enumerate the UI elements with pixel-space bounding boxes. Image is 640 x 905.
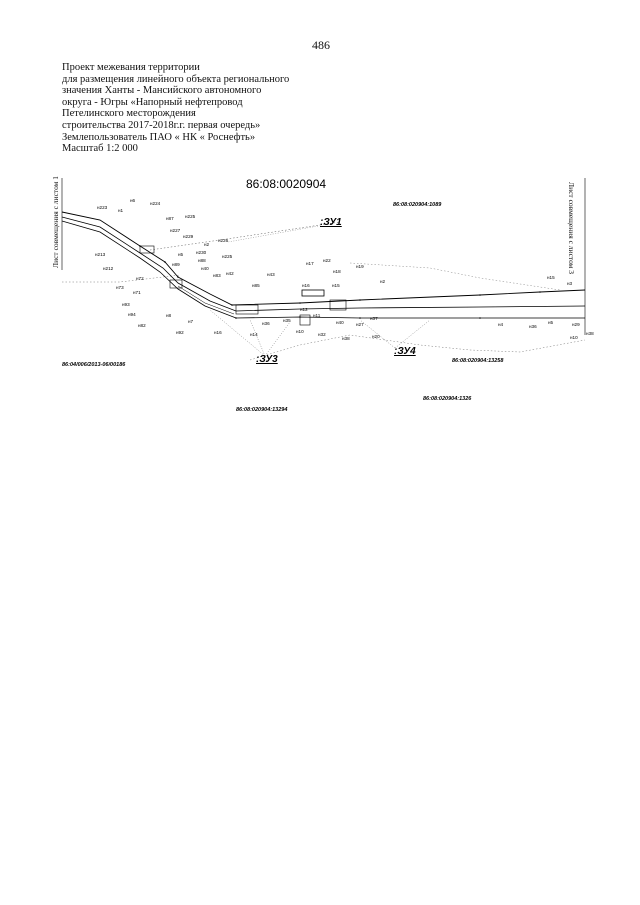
svg-text:н5: н5 [548,320,554,325]
title-line: Землепользователь ПАО « НК « Роснефть» [62,131,256,143]
point-labels-lower [166,307,594,341]
svg-text:н27: н27 [356,322,364,327]
svg-text:н223: н223 [97,205,108,210]
cadastral-map [0,170,640,430]
zone-label-zu3: :ЗУ3 [256,354,278,365]
svg-text:н94: н94 [128,312,136,317]
svg-text:н93: н93 [122,302,130,307]
svg-text:н88: н88 [198,258,206,263]
svg-text:н85: н85 [252,283,260,288]
zone-label-zu1: :ЗУ1 [320,217,342,228]
svg-text:н5: н5 [178,252,184,257]
svg-text:н92: н92 [176,330,184,335]
structure-box [300,315,310,325]
svg-text:н226: н226 [218,238,229,243]
parcel-label: 86:08:020904:13294 [236,407,288,413]
svg-text:н83: н83 [213,273,221,278]
svg-text:н227: н227 [170,228,181,233]
leader-line [395,320,430,348]
parcel-boundary-dotted [350,263,560,290]
parcel-label: 86:08:020904:1326 [423,396,472,402]
svg-text:н1: н1 [118,208,124,213]
svg-text:н4: н4 [498,322,504,327]
svg-text:н230: н230 [196,250,207,255]
svg-text:н8: н8 [166,313,172,318]
svg-text:н29: н29 [572,322,580,327]
svg-text:н11: н11 [313,313,321,318]
side-label-left: Лист совмещения с листом 1 [51,175,60,268]
side-label-right: Лист совмещения с листом 3 [567,182,576,275]
svg-text:н15: н15 [547,275,555,280]
leader-line [228,226,318,242]
svg-text:н43: н43 [267,272,275,277]
svg-text:н10: н10 [570,335,578,340]
leader-line [265,322,290,356]
vertex-markers [139,245,541,319]
svg-text:н89: н89 [172,262,180,267]
pipeline-line-extra [178,286,234,314]
title-line: Петелинского месторождения [62,108,196,120]
svg-text:н40: н40 [336,320,344,325]
title-block [62,62,289,155]
svg-text:н2: н2 [204,242,210,247]
main-cadastral-number: 86:08:0020904 [246,177,327,191]
svg-text:н18: н18 [333,269,341,274]
svg-text:н73: н73 [116,285,124,290]
svg-text:н38: н38 [586,331,594,336]
svg-text:н225: н225 [222,254,233,259]
svg-text:н22: н22 [323,258,331,263]
pipeline-line-lower [62,221,585,318]
parcel-boundary-dotted [62,275,180,282]
svg-text:н12: н12 [300,307,308,312]
structure-box [302,290,324,296]
svg-text:н212: н212 [103,266,114,271]
svg-text:н10: н10 [296,329,304,334]
svg-text:н72: н72 [136,276,144,281]
svg-text:н6: н6 [130,198,136,203]
zone-label-zu4: :ЗУ4 [394,346,416,357]
svg-text:н2: н2 [380,279,386,284]
svg-text:н82: н82 [138,323,146,328]
svg-text:н225: н225 [185,214,196,219]
svg-text:н229: н229 [183,234,194,239]
svg-text:н15: н15 [332,283,340,288]
structure-box [236,305,258,314]
parcel-label: 86:08:020904:13258 [452,358,504,364]
title-line: значения Ханты - Мансийского автономного [62,85,262,97]
svg-text:н14: н14 [250,332,258,337]
svg-text:н20: н20 [372,334,380,339]
svg-text:н40: н40 [201,266,209,271]
svg-text:н36: н36 [262,321,270,326]
svg-text:н224: н224 [150,201,161,206]
svg-text:н16: н16 [302,283,310,288]
svg-text:н71: н71 [133,290,141,295]
title-line: Проект межевания территории [62,62,200,73]
svg-text:н7: н7 [188,319,194,324]
svg-text:н32: н32 [318,332,326,337]
svg-text:н37: н37 [370,316,378,321]
svg-text:н3: н3 [567,281,573,286]
parcel-label: 86:08:020904:1089 [393,202,442,208]
parcel-boundary-dotted [250,335,585,360]
pipeline-line-middle [62,217,585,311]
svg-text:н35: н35 [283,318,291,323]
page-number: 486 [312,38,330,52]
svg-text:н19: н19 [356,264,364,269]
svg-text:н16: н16 [214,330,222,335]
svg-text:н17: н17 [306,261,314,266]
svg-text:н36: н36 [529,324,537,329]
title-line: Масштаб 1:2 000 [62,143,138,155]
svg-text:н87: н87 [166,216,174,221]
parcel-boundary-dotted [150,222,340,250]
svg-text:н38: н38 [342,336,350,341]
svg-text:н42: н42 [226,271,234,276]
parcel-label: 86:04/006/2013-06/00186 [62,362,126,368]
title-line: для размещения линейного объекта регионального [62,73,290,85]
svg-text:н213: н213 [95,252,106,257]
title-line: округа - Югры «Напорный нефтепровод [62,96,243,108]
title-line: строительства 2017-2018г.г. первая очередь» [62,119,261,131]
